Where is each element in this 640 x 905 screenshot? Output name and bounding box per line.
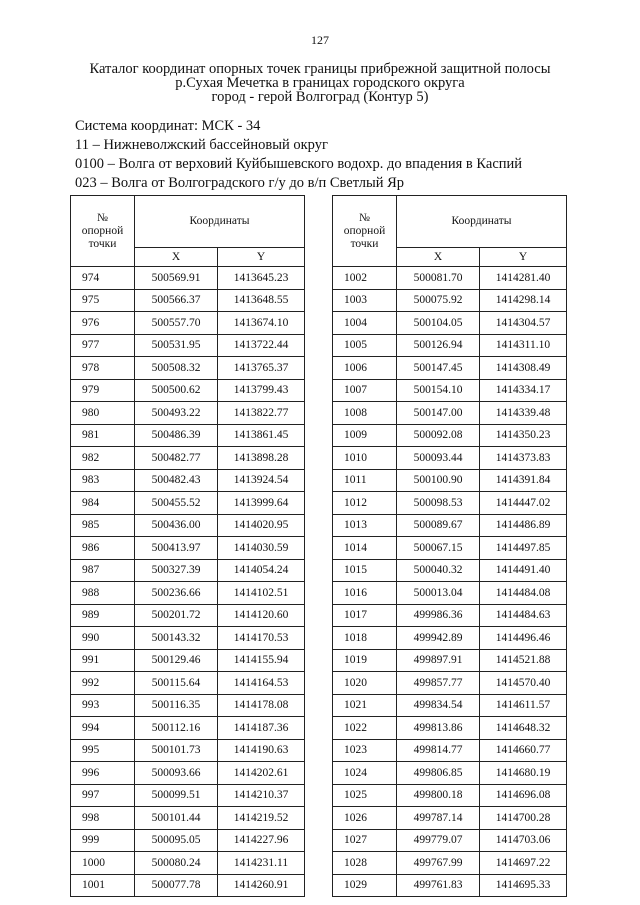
table-row xyxy=(333,334,567,357)
x-coordinate-cell: 500116.35 xyxy=(135,694,218,717)
table-row xyxy=(333,694,567,717)
x-coordinate-cell: 500080.24 xyxy=(135,852,218,875)
table-row xyxy=(71,334,305,357)
table-row xyxy=(333,312,567,335)
table-row xyxy=(71,672,305,695)
point-number-cell: 991 xyxy=(71,649,135,672)
coordinate-system: Система координат: МСК - 34 xyxy=(75,118,261,134)
x-header: X xyxy=(135,248,218,267)
table-row xyxy=(333,672,567,695)
point-number-cell: 1008 xyxy=(333,402,397,425)
y-coordinate-cell: 1414484.08 xyxy=(480,582,567,605)
y-coordinate-cell: 1414648.32 xyxy=(480,717,567,740)
y-coordinate-cell: 1414697.22 xyxy=(480,852,567,875)
point-number-cell: 979 xyxy=(71,379,135,402)
x-coordinate-cell: 500482.43 xyxy=(135,469,218,492)
table-row xyxy=(71,717,305,740)
table-row xyxy=(71,267,305,290)
table-row xyxy=(71,402,305,425)
x-coordinate-cell: 499942.89 xyxy=(397,627,480,650)
point-number-cell: 984 xyxy=(71,492,135,515)
point-number-cell: 1020 xyxy=(333,672,397,695)
point-number-header: № опорной точки xyxy=(71,196,135,267)
point-number-cell: 1009 xyxy=(333,424,397,447)
x-coordinate-cell: 500566.37 xyxy=(135,289,218,312)
x-coordinate-cell: 500099.51 xyxy=(135,784,218,807)
point-number-cell: 1015 xyxy=(333,559,397,582)
y-coordinate-cell: 1414281.40 xyxy=(480,267,567,290)
x-coordinate-cell: 500147.45 xyxy=(397,357,480,380)
y-coordinate-cell: 1414696.08 xyxy=(480,784,567,807)
x-coordinate-cell: 499897.91 xyxy=(397,649,480,672)
x-coordinate-cell: 500075.92 xyxy=(397,289,480,312)
table-row xyxy=(71,289,305,312)
table-row xyxy=(71,762,305,785)
y-coordinate-cell: 1414496.46 xyxy=(480,627,567,650)
point-number-cell: 1000 xyxy=(71,852,135,875)
x-coordinate-cell: 500201.72 xyxy=(135,604,218,627)
y-coordinate-cell: 1414020.95 xyxy=(218,514,305,537)
table-row xyxy=(333,717,567,740)
x-coordinate-cell: 500569.91 xyxy=(135,267,218,290)
point-number-cell: 994 xyxy=(71,717,135,740)
x-coordinate-cell: 500413.97 xyxy=(135,537,218,560)
y-coordinate-cell: 1414491.40 xyxy=(480,559,567,582)
table-row xyxy=(333,559,567,582)
y-coordinate-cell: 1414700.28 xyxy=(480,807,567,830)
point-number-cell: 990 xyxy=(71,627,135,650)
point-number-cell: 998 xyxy=(71,807,135,830)
table-row xyxy=(71,582,305,605)
x-coordinate-cell: 500112.16 xyxy=(135,717,218,740)
y-coordinate-cell: 1414497.85 xyxy=(480,537,567,560)
x-coordinate-cell: 500095.05 xyxy=(135,829,218,852)
y-coordinate-cell: 1414311.10 xyxy=(480,334,567,357)
y-coordinate-cell: 1413722.44 xyxy=(218,334,305,357)
point-number-cell: 992 xyxy=(71,672,135,695)
x-coordinate-cell: 499813.86 xyxy=(397,717,480,740)
table-row xyxy=(71,694,305,717)
y-coordinate-cell: 1414298.14 xyxy=(480,289,567,312)
y-coordinate-cell: 1413799.43 xyxy=(218,379,305,402)
y-coordinate-cell: 1413898.28 xyxy=(218,447,305,470)
point-number-cell: 1029 xyxy=(333,874,397,897)
table-row xyxy=(333,514,567,537)
table-row xyxy=(333,447,567,470)
x-coordinate-cell: 500098.53 xyxy=(397,492,480,515)
y-coordinate-cell: 1414373.83 xyxy=(480,447,567,470)
point-number-header: № опорной точки xyxy=(333,196,397,267)
x-coordinate-cell: 500115.64 xyxy=(135,672,218,695)
coordinates-header: Координаты xyxy=(397,196,567,248)
table-row xyxy=(71,627,305,650)
point-number-cell: 988 xyxy=(71,582,135,605)
y-coordinate-cell: 1414260.91 xyxy=(218,874,305,897)
water-subsection: 023 – Волга от Волгоградского г/у до в/п Светлый Яр xyxy=(75,175,405,191)
x-coordinate-cell: 500104.05 xyxy=(397,312,480,335)
point-number-cell: 989 xyxy=(71,604,135,627)
point-number-cell: 1010 xyxy=(333,447,397,470)
y-coordinate-cell: 1414054.24 xyxy=(218,559,305,582)
point-number-cell: 1023 xyxy=(333,739,397,762)
table-row xyxy=(333,852,567,875)
y-coordinate-cell: 1414521.88 xyxy=(480,649,567,672)
coordinates-table-right xyxy=(332,195,567,897)
table-row xyxy=(71,469,305,492)
y-coordinate-cell: 1414350.23 xyxy=(480,424,567,447)
table-row xyxy=(333,649,567,672)
basin-district: 11 – Нижневолжский бассейновый округ xyxy=(75,137,328,153)
point-number-cell: 1024 xyxy=(333,762,397,785)
point-number-cell: 1003 xyxy=(333,289,397,312)
x-coordinate-cell: 500100.90 xyxy=(397,469,480,492)
point-number-cell: 986 xyxy=(71,537,135,560)
point-number-cell: 1021 xyxy=(333,694,397,717)
table-row xyxy=(71,514,305,537)
table-row xyxy=(71,874,305,897)
table-row xyxy=(71,852,305,875)
x-coordinate-cell: 499761.83 xyxy=(397,874,480,897)
title-line-1: Каталог координат опорных точек границы прибрежной защитной полосы xyxy=(89,61,551,77)
x-coordinate-cell: 500455.52 xyxy=(135,492,218,515)
y-coordinate-cell: 1414447.02 xyxy=(480,492,567,515)
table-row xyxy=(71,829,305,852)
title-line-2: р.Сухая Мечетка в границах городского округа xyxy=(175,75,465,91)
table-row xyxy=(71,604,305,627)
y-coordinate-cell: 1414339.48 xyxy=(480,402,567,425)
point-number-cell: 982 xyxy=(71,447,135,470)
table-row xyxy=(333,424,567,447)
y-header: Y xyxy=(218,248,305,267)
table-row xyxy=(333,492,567,515)
x-coordinate-cell: 500143.32 xyxy=(135,627,218,650)
point-number-cell: 1002 xyxy=(333,267,397,290)
x-coordinate-cell: 499767.99 xyxy=(397,852,480,875)
point-number-cell: 997 xyxy=(71,784,135,807)
x-coordinate-cell: 500557.70 xyxy=(135,312,218,335)
table-row xyxy=(333,807,567,830)
x-coordinate-cell: 499787.14 xyxy=(397,807,480,830)
y-coordinate-cell: 1414202.61 xyxy=(218,762,305,785)
y-coordinate-cell: 1414334.17 xyxy=(480,379,567,402)
x-coordinate-cell: 500093.66 xyxy=(135,762,218,785)
table-row xyxy=(71,649,305,672)
x-header: X xyxy=(397,248,480,267)
title-line-3: город - герой Волгоград (Контур 5) xyxy=(211,89,429,105)
x-coordinate-cell: 500436.00 xyxy=(135,514,218,537)
table-row xyxy=(333,469,567,492)
table-row xyxy=(333,829,567,852)
point-number-cell: 1013 xyxy=(333,514,397,537)
table-row xyxy=(71,739,305,762)
x-coordinate-cell: 500081.70 xyxy=(397,267,480,290)
y-coordinate-cell: 1414227.96 xyxy=(218,829,305,852)
y-coordinate-cell: 1414210.37 xyxy=(218,784,305,807)
point-number-cell: 980 xyxy=(71,402,135,425)
table-row xyxy=(71,447,305,470)
y-coordinate-cell: 1414190.63 xyxy=(218,739,305,762)
table-row xyxy=(71,379,305,402)
x-coordinate-cell: 500486.39 xyxy=(135,424,218,447)
table-row xyxy=(71,537,305,560)
y-coordinate-cell: 1414102.51 xyxy=(218,582,305,605)
point-number-cell: 1027 xyxy=(333,829,397,852)
y-coordinate-cell: 1414178.08 xyxy=(218,694,305,717)
point-number-cell: 981 xyxy=(71,424,135,447)
document-title xyxy=(60,62,580,104)
x-coordinate-cell: 499834.54 xyxy=(397,694,480,717)
point-number-cell: 983 xyxy=(71,469,135,492)
point-number-cell: 987 xyxy=(71,559,135,582)
point-number-cell: 999 xyxy=(71,829,135,852)
table-row xyxy=(71,492,305,515)
point-number-cell: 1019 xyxy=(333,649,397,672)
point-number-cell: 996 xyxy=(71,762,135,785)
x-coordinate-cell: 500101.73 xyxy=(135,739,218,762)
x-coordinate-cell: 500327.39 xyxy=(135,559,218,582)
table-row xyxy=(333,874,567,897)
y-coordinate-cell: 1414170.53 xyxy=(218,627,305,650)
x-coordinate-cell: 499857.77 xyxy=(397,672,480,695)
point-number-cell: 1012 xyxy=(333,492,397,515)
x-coordinate-cell: 499814.77 xyxy=(397,739,480,762)
table-row xyxy=(71,312,305,335)
y-coordinate-cell: 1414187.36 xyxy=(218,717,305,740)
y-coordinate-cell: 1413822.77 xyxy=(218,402,305,425)
x-coordinate-cell: 499800.18 xyxy=(397,784,480,807)
x-coordinate-cell: 499986.36 xyxy=(397,604,480,627)
y-coordinate-cell: 1414695.33 xyxy=(480,874,567,897)
x-coordinate-cell: 500093.44 xyxy=(397,447,480,470)
y-coordinate-cell: 1414155.94 xyxy=(218,649,305,672)
y-coordinate-cell: 1414030.59 xyxy=(218,537,305,560)
point-number-cell: 1025 xyxy=(333,784,397,807)
water-section: 0100 – Волга от верховий Куйбышевского водохр. до впадения в Каспий xyxy=(75,156,523,172)
x-coordinate-cell: 500077.78 xyxy=(135,874,218,897)
coordinate-system-info xyxy=(75,117,522,193)
y-coordinate-cell: 1414680.19 xyxy=(480,762,567,785)
point-number-cell: 985 xyxy=(71,514,135,537)
y-coordinate-cell: 1413861.45 xyxy=(218,424,305,447)
coordinates-header: Координаты xyxy=(135,196,305,248)
x-coordinate-cell: 500236.66 xyxy=(135,582,218,605)
point-number-cell: 1011 xyxy=(333,469,397,492)
point-number-cell: 976 xyxy=(71,312,135,335)
page-number: 127 xyxy=(311,33,329,47)
x-coordinate-cell: 500129.46 xyxy=(135,649,218,672)
y-coordinate-cell: 1413999.64 xyxy=(218,492,305,515)
y-coordinate-cell: 1414304.57 xyxy=(480,312,567,335)
y-coordinate-cell: 1414120.60 xyxy=(218,604,305,627)
y-coordinate-cell: 1414660.77 xyxy=(480,739,567,762)
table-row xyxy=(333,289,567,312)
table-row xyxy=(71,807,305,830)
point-number-cell: 1017 xyxy=(333,604,397,627)
x-coordinate-cell: 499806.85 xyxy=(397,762,480,785)
x-coordinate-cell: 500101.44 xyxy=(135,807,218,830)
table-row xyxy=(333,402,567,425)
table-row xyxy=(71,424,305,447)
point-number-cell: 974 xyxy=(71,267,135,290)
point-number-cell: 1018 xyxy=(333,627,397,650)
point-number-cell: 993 xyxy=(71,694,135,717)
table-row xyxy=(333,739,567,762)
point-number-cell: 995 xyxy=(71,739,135,762)
coordinates-table-left xyxy=(70,195,305,897)
point-number-cell: 977 xyxy=(71,334,135,357)
y-coordinate-cell: 1413765.37 xyxy=(218,357,305,380)
table-row xyxy=(333,627,567,650)
point-number-cell: 1022 xyxy=(333,717,397,740)
y-coordinate-cell: 1413645.23 xyxy=(218,267,305,290)
y-header: Y xyxy=(480,248,567,267)
table-row xyxy=(71,357,305,380)
y-coordinate-cell: 1414570.40 xyxy=(480,672,567,695)
table-row xyxy=(333,604,567,627)
table-row xyxy=(333,357,567,380)
point-number-cell: 1026 xyxy=(333,807,397,830)
point-number-cell: 1016 xyxy=(333,582,397,605)
table-row xyxy=(333,582,567,605)
y-coordinate-cell: 1413648.55 xyxy=(218,289,305,312)
x-coordinate-cell: 500500.62 xyxy=(135,379,218,402)
table-row xyxy=(71,559,305,582)
x-coordinate-cell: 500092.08 xyxy=(397,424,480,447)
x-coordinate-cell: 500147.00 xyxy=(397,402,480,425)
x-coordinate-cell: 500493.22 xyxy=(135,402,218,425)
table-row xyxy=(333,379,567,402)
y-coordinate-cell: 1414308.49 xyxy=(480,357,567,380)
point-number-cell: 1006 xyxy=(333,357,397,380)
point-number-cell: 1028 xyxy=(333,852,397,875)
table-row xyxy=(71,784,305,807)
point-number-cell: 1005 xyxy=(333,334,397,357)
y-coordinate-cell: 1414164.53 xyxy=(218,672,305,695)
x-coordinate-cell: 500154.10 xyxy=(397,379,480,402)
x-coordinate-cell: 500013.04 xyxy=(397,582,480,605)
x-coordinate-cell: 500531.95 xyxy=(135,334,218,357)
y-coordinate-cell: 1414703.06 xyxy=(480,829,567,852)
point-number-cell: 1001 xyxy=(71,874,135,897)
x-coordinate-cell: 500508.32 xyxy=(135,357,218,380)
point-number-cell: 1004 xyxy=(333,312,397,335)
table-row xyxy=(333,762,567,785)
point-number-cell: 1014 xyxy=(333,537,397,560)
y-coordinate-cell: 1414231.11 xyxy=(218,852,305,875)
x-coordinate-cell: 500067.15 xyxy=(397,537,480,560)
point-number-cell: 978 xyxy=(71,357,135,380)
table-row xyxy=(333,784,567,807)
y-coordinate-cell: 1413674.10 xyxy=(218,312,305,335)
y-coordinate-cell: 1414484.63 xyxy=(480,604,567,627)
x-coordinate-cell: 500040.32 xyxy=(397,559,480,582)
x-coordinate-cell: 500482.77 xyxy=(135,447,218,470)
table-row xyxy=(333,267,567,290)
y-coordinate-cell: 1414486.89 xyxy=(480,514,567,537)
point-number-cell: 1007 xyxy=(333,379,397,402)
table-row xyxy=(333,537,567,560)
point-number-cell: 975 xyxy=(71,289,135,312)
y-coordinate-cell: 1414611.57 xyxy=(480,694,567,717)
y-coordinate-cell: 1413924.54 xyxy=(218,469,305,492)
x-coordinate-cell: 500089.67 xyxy=(397,514,480,537)
x-coordinate-cell: 500126.94 xyxy=(397,334,480,357)
x-coordinate-cell: 499779.07 xyxy=(397,829,480,852)
y-coordinate-cell: 1414219.52 xyxy=(218,807,305,830)
y-coordinate-cell: 1414391.84 xyxy=(480,469,567,492)
